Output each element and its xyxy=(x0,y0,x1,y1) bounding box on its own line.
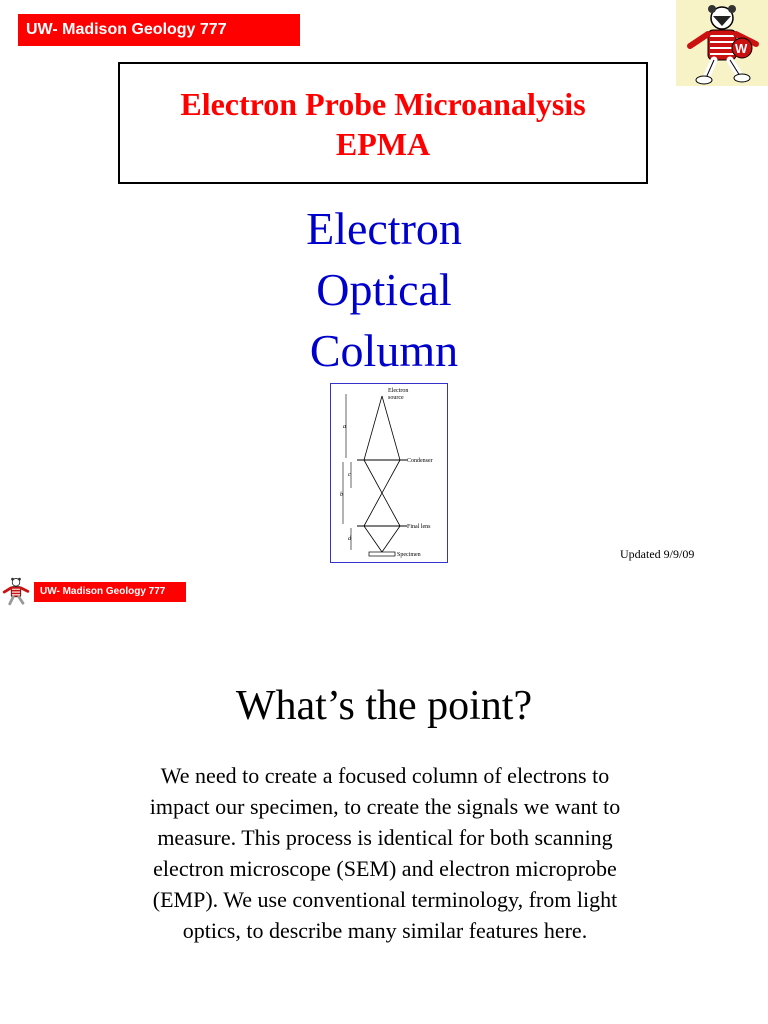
subtitle-line-1: Electron xyxy=(306,203,462,254)
label-d: d xyxy=(348,536,351,542)
label-a: a xyxy=(343,424,346,430)
badger-mascot-small-icon xyxy=(0,574,32,608)
label-electron-source-1: Electron xyxy=(388,388,409,394)
body-paragraph: We need to create a focused column of electrons to impact our specimen, to create the signals we want to measure. This process is identical for both scanning electron microscope (SEM) and electron microprobe (EMP). We use conventional terminology, from light optics, to describe many similar features here. xyxy=(149,763,621,943)
electron-column-svg xyxy=(331,384,449,564)
label-condenser: Condenser xyxy=(407,458,433,464)
svg-text:W: W xyxy=(735,41,748,56)
title-box xyxy=(118,62,648,184)
subtitle-line-2: Optical xyxy=(316,264,452,315)
course-header-tag: UW- Madison Geology 777 xyxy=(18,14,300,46)
badger-mascot-icon xyxy=(676,0,768,86)
updated-date: Updated 9/9/09 xyxy=(620,547,695,561)
point-title: What’s the point? xyxy=(235,683,533,729)
label-specimen: Specimen xyxy=(397,552,421,558)
label-b: b xyxy=(340,492,343,498)
label-c: c xyxy=(348,472,351,478)
electron-column-diagram xyxy=(330,383,448,563)
label-final-lens: Final lens xyxy=(407,524,431,530)
subtitle xyxy=(0,198,768,381)
course-header-tag-small: UW- Madison Geology 777 xyxy=(34,582,186,602)
slide-2 xyxy=(0,570,768,1024)
label-electron-source-2: source xyxy=(388,395,404,401)
title-line-1: Electron Probe Microanalysis xyxy=(180,86,586,122)
title-line-2: EPMA xyxy=(335,126,431,162)
subtitle-line-3: Column xyxy=(309,325,459,376)
